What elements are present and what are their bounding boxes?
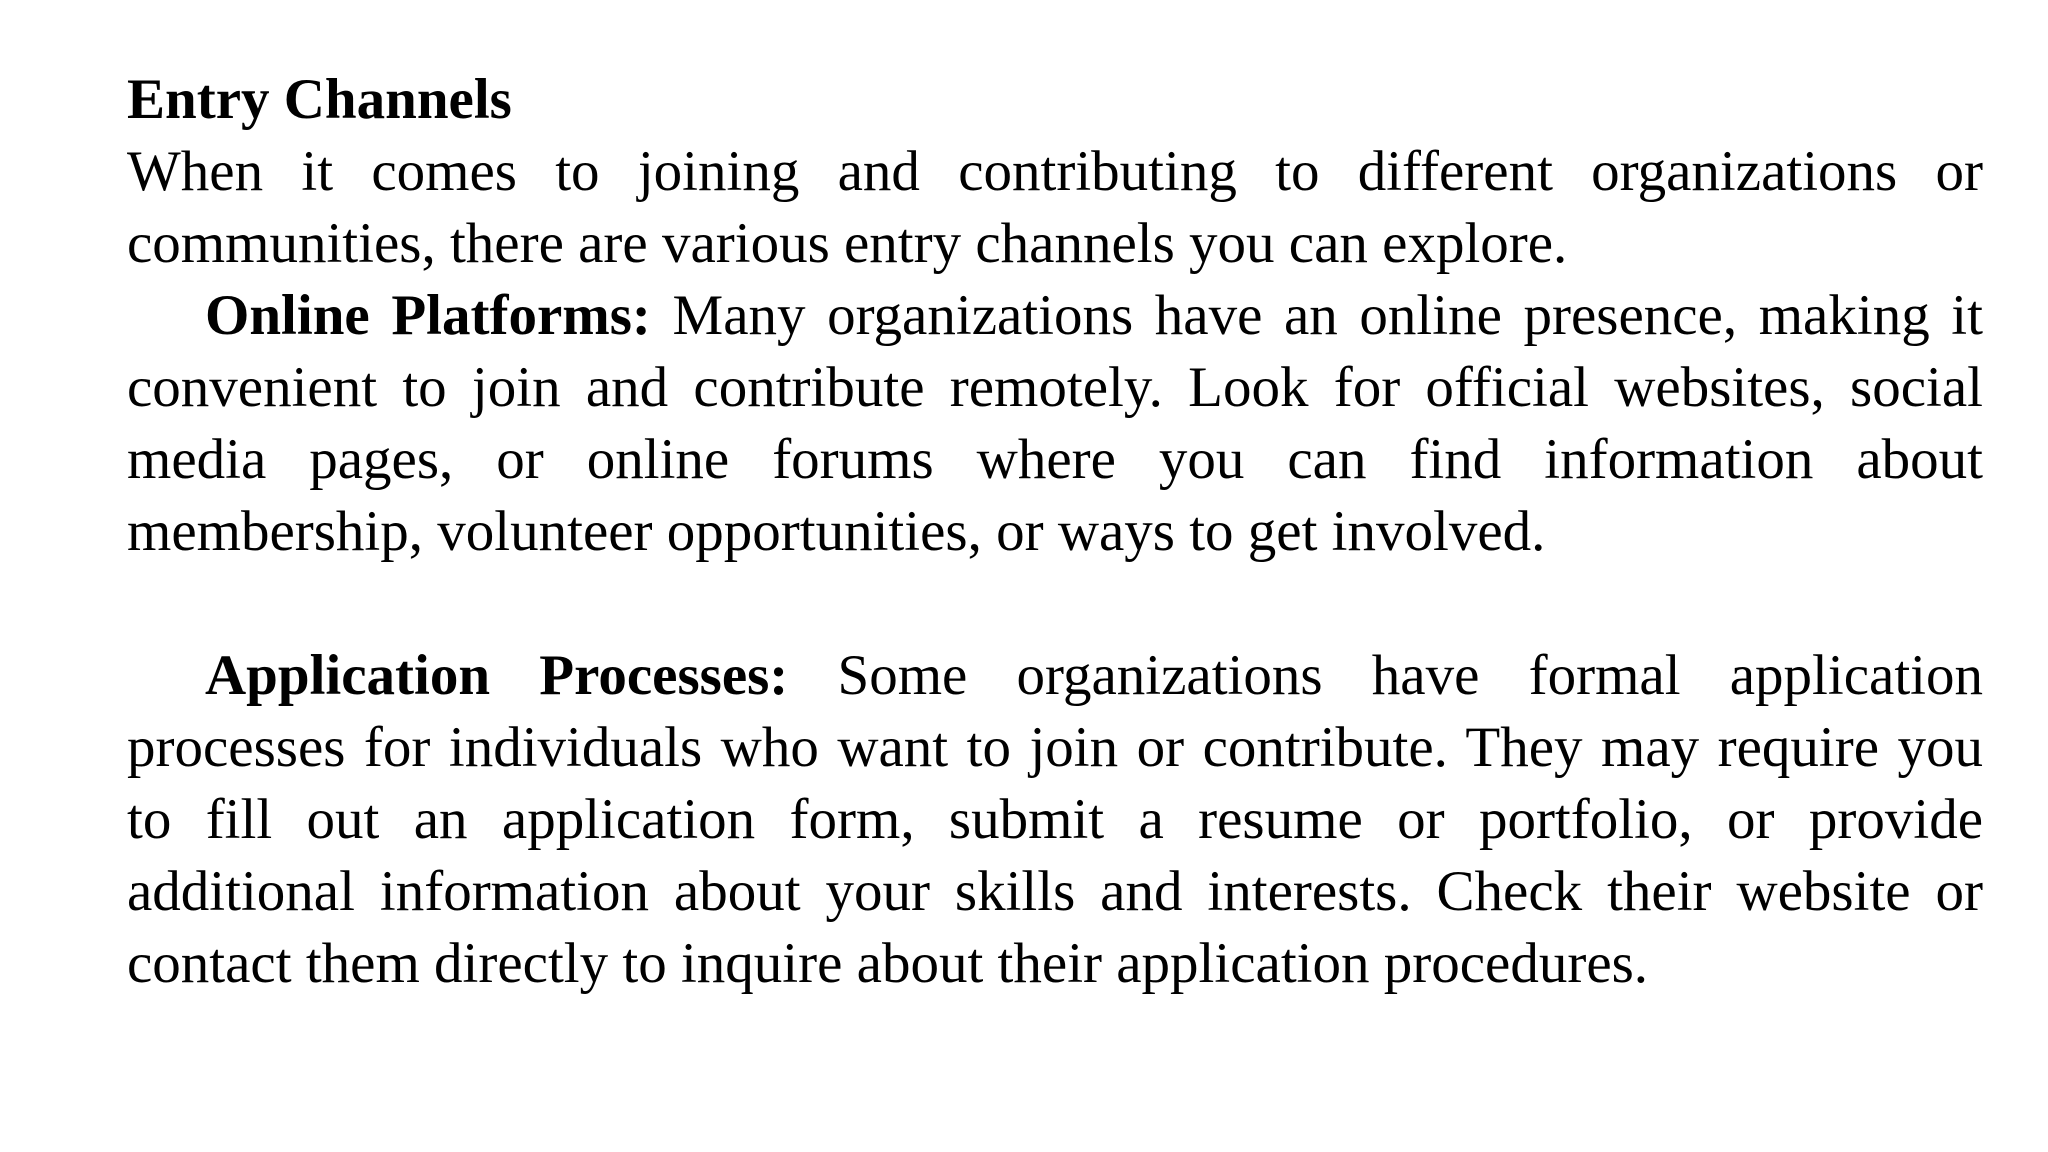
section-heading: Entry Channels xyxy=(127,68,512,131)
application-processes-text: Some organizations have formal application processes for individuals who want to join or contribute. They may require you to fill out an application form, submit a resume or portfolio, or provide additional information about your skills and interests. Check their website or contact them directly to inquire about their application procedures. xyxy=(127,644,1983,995)
online-platforms-paragraph xyxy=(127,280,1983,568)
application-processes-lead: Application Processes: xyxy=(205,644,789,707)
application-processes-paragraph xyxy=(127,640,1983,1000)
intro-paragraph: When it comes to joining and contributing to different organizations or communities, there are various entry channels you can explore. xyxy=(127,140,1983,275)
online-platforms-text: Many organizations have an online presence, making it convenient to join and contribute remotely. Look for official websites, social media pages, or online forums where you can find information about membership, volunteer opportunities, or ways to get involved. xyxy=(127,284,1983,563)
online-platforms-lead: Online Platforms: xyxy=(205,284,651,347)
document-body xyxy=(127,64,1983,1000)
